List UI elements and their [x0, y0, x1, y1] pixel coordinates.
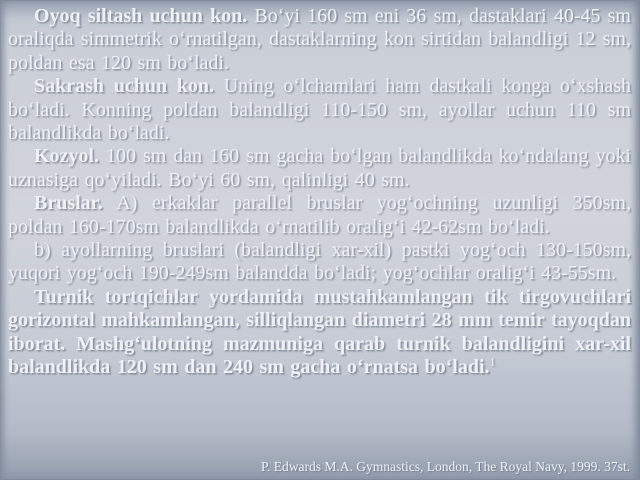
paragraph-body-text: b) ayollarning bruslari (balandligi xar-xil) pastki yog‘och 130-150sm, yuqori yog‘och 190-249sm balandda bo‘ladi; yog‘ochlar oralig‘i 43-55sm. [8, 239, 631, 285]
paragraph-sakrash-kon [8, 75, 631, 145]
citation-text: P. Edwards M.A. Gymnastics, London, The Royal Navy, 1999. 37st. [261, 459, 630, 474]
paragraph-turnik [8, 286, 631, 380]
paragraph-kozyol [8, 145, 631, 192]
paragraph-body-text: Bo‘yi 160 sm eni 36 sm, dastaklari 40-45 sm oraliqda simmetrik o‘rnatilgan, dastaklarning kon sirtidan balandligi 12 sm, poldan esa 120 sm bo‘ladi. [8, 5, 631, 74]
paragraph-bruslar-a [8, 192, 631, 239]
paragraph-bruslar-b [8, 239, 631, 286]
paragraph-oyoq-siltash-kon [8, 5, 631, 75]
paragraph-lead-bold: Kozyol. [34, 145, 99, 168]
paragraph-lead-bold: Oyoq siltash uchun kon. [34, 5, 248, 27]
footnote-marker: 1 [489, 354, 496, 369]
slide-text-block [8, 5, 631, 380]
paragraph-lead-bold: Bruslar. [34, 192, 103, 215]
paragraph-body-text: 100 sm dan 160 sm gacha bo‘lgan balandlikda ko‘ndalang yoki uznasiga qo‘yiladi. Bo‘yi 60 sm, qalinligi 40 sm. [8, 145, 631, 191]
paragraph-lead-bold: Turnik tortqichlar yordamida mustahkamlangan tik tirgovuchlari gorizontal mahkamlangan, silliqlangan diametri 28 mm temir tayoqdan iborat. Mashg‘ulotning mazmuniga qarab turnik balandligini xar-xil balandlikda 120 sm dan 240 sm gacha o‘rnatsa bo‘ladi. [8, 285, 631, 379]
paragraph-body-text: Uning o‘lchamlari ham dastkali konga o‘xshash bo‘ladi. Konning poldan balandligi 110-150 sm, ayollar uchun 110 sm balandlikda bo‘ladi. [8, 75, 631, 145]
paragraph-lead-bold: Sakrash uchun kon. [34, 75, 215, 98]
paragraph-body-text: A) erkaklar parallel bruslar yog‘ochning uzunligi 350sm, poldan 160-170sm balandlikda o‘rnatilib oralig‘i 42-62sm bo‘ladi. [8, 192, 631, 238]
